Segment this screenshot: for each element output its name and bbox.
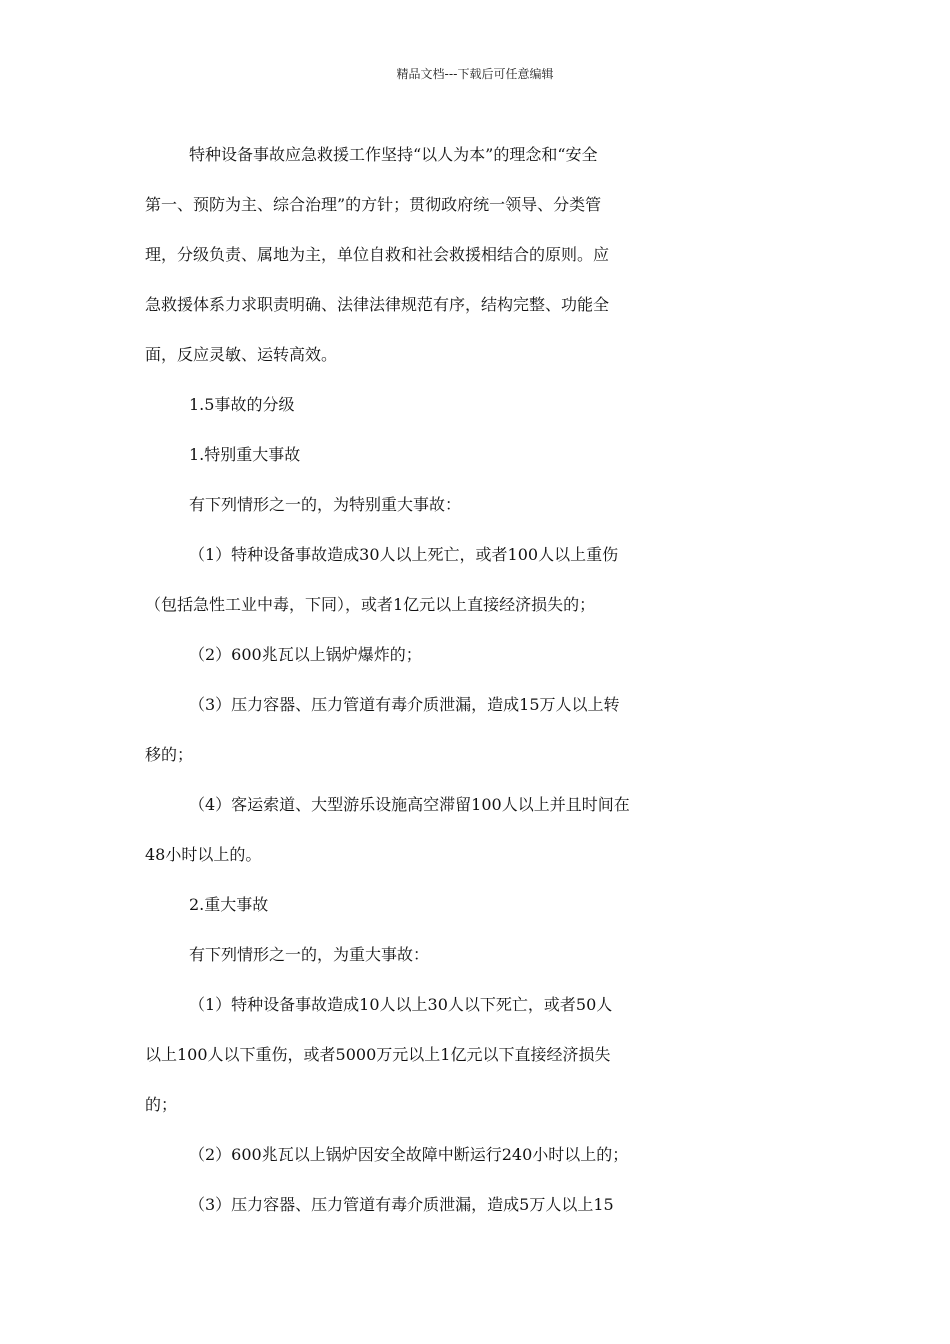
list-item: （2）600兆瓦以上锅炉爆炸的； xyxy=(189,645,422,664)
section-heading-1-5: 1.5事故的分级 xyxy=(189,395,295,414)
text-line: 的； xyxy=(145,1095,178,1114)
text-line: （3）压力容器、压力管道有毒介质泄漏，造成5万人以上15 xyxy=(189,1195,614,1214)
text-line: （1）特种设备事故造成30人以上死亡，或者100人以上重伤 xyxy=(189,545,619,564)
text-line: 面，反应灵敏、运转高效。 xyxy=(145,345,338,364)
subsection-heading-1: 1.特别重大事故 xyxy=(189,445,301,464)
paragraph-principles xyxy=(145,130,807,380)
list-item: （2）600兆瓦以上锅炉因安全故障中断运行240小时以上的； xyxy=(189,1145,629,1164)
text-line: 移的； xyxy=(145,745,194,764)
text-line: 急救援体系力求职责明确、法律法律规范有序，结构完整、功能全 xyxy=(145,295,610,314)
document-body xyxy=(145,130,807,1230)
text-line: （3）压力容器、压力管道有毒介质泄漏，造成15万人以上转 xyxy=(189,695,620,714)
list-item xyxy=(145,1180,807,1230)
text-line: 第一、预防为主、综合治理”的方针；贯彻政府统一领导、分类管 xyxy=(145,195,602,214)
list-item xyxy=(145,680,807,780)
text-line: 48小时以上的。 xyxy=(145,845,262,864)
subsection-heading-2: 2.重大事故 xyxy=(189,895,269,914)
page-header: 精品文档---下载后可任意编辑 xyxy=(396,67,554,81)
text-line: （1）特种设备事故造成10人以上30人以下死亡，或者50人 xyxy=(189,995,613,1014)
text-line: （包括急性工业中毒，下同），或者1亿元以上直接经济损失的； xyxy=(145,595,596,614)
text-line: 特种设备事故应急救援工作坚持“以人为本”的理念和“安全 xyxy=(189,145,598,164)
text-line: 理，分级负责、属地为主，单位自救和社会救援相结合的原则。应 xyxy=(145,245,610,264)
text-line: 以上100人以下重伤，或者5000万元以上1亿元以下直接经济损失 xyxy=(145,1045,611,1064)
list-item xyxy=(145,980,807,1130)
list-item xyxy=(145,780,807,880)
list-item xyxy=(145,530,807,630)
paragraph-intro-1: 有下列情形之一的，为特别重大事故： xyxy=(189,495,462,514)
text-line: （4）客运索道、大型游乐设施高空滞留100人以上并且时间在 xyxy=(189,795,630,814)
paragraph-intro-2: 有下列情形之一的，为重大事故： xyxy=(189,945,430,964)
